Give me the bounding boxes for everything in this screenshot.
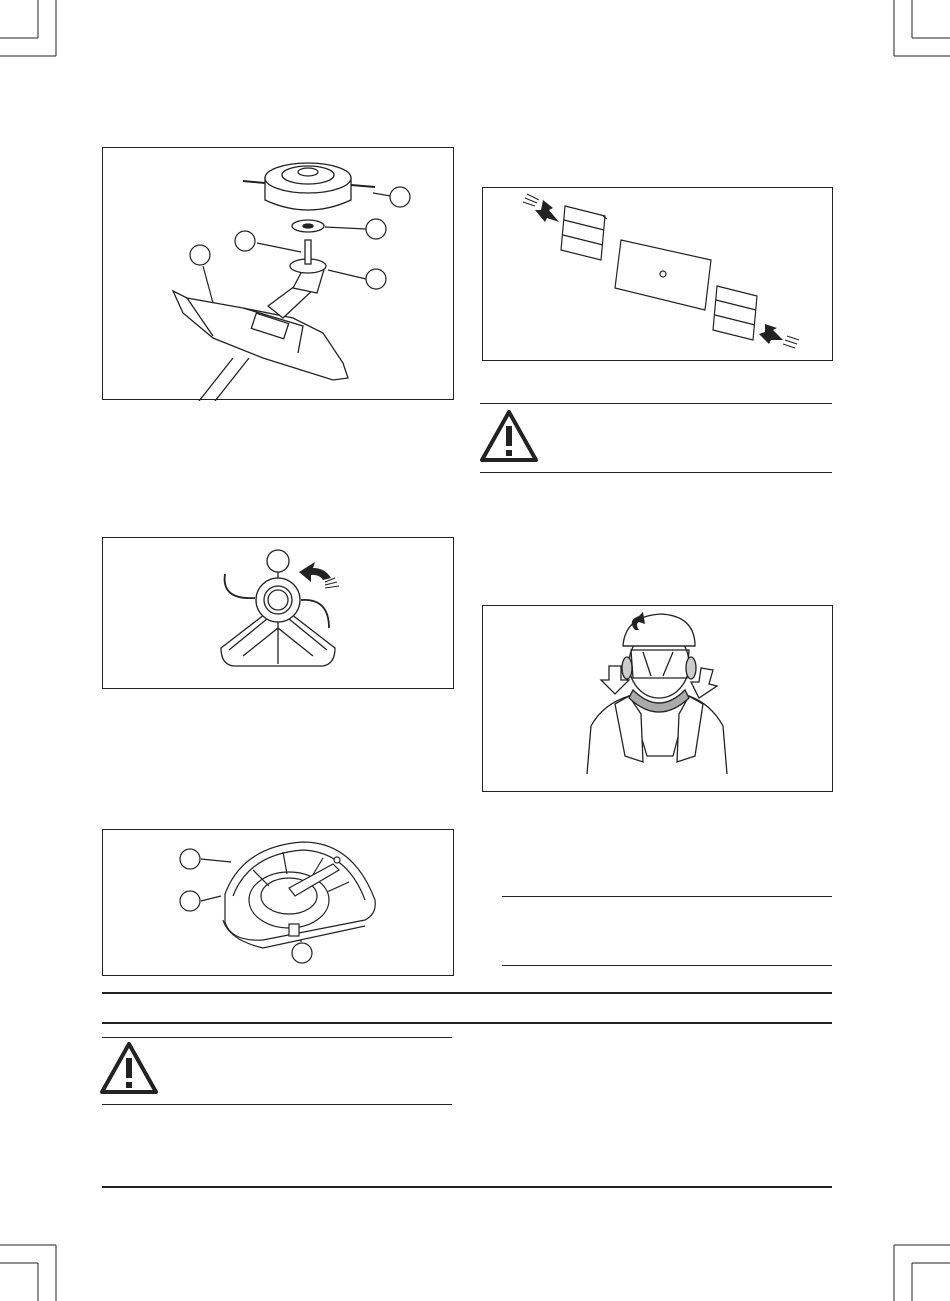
push-arrow-icon	[535, 200, 559, 222]
crop-mark-bottom-right	[890, 1241, 950, 1301]
note-rule-top	[502, 896, 832, 897]
callout-circle	[366, 269, 386, 289]
warning-triangle-icon	[100, 1042, 158, 1094]
callout-circle	[366, 219, 386, 239]
edge-guard-right	[713, 286, 757, 340]
warning-rule-bottom	[102, 1104, 452, 1105]
edge-guard-left	[561, 206, 605, 260]
warning-rule-bottom	[480, 472, 832, 473]
warning-triangle-icon	[480, 410, 538, 462]
figure-grass-guard-underside	[102, 829, 454, 976]
callout-circle	[190, 245, 210, 265]
crop-mark-bottom-left	[0, 1241, 60, 1301]
warning-rule-top	[480, 403, 832, 404]
rotation-arrow-icon	[299, 562, 339, 588]
callout-circle	[267, 550, 289, 572]
section-rule-heading	[102, 1022, 832, 1024]
section-rule-top	[102, 992, 832, 994]
figure-protective-equipment	[482, 605, 833, 792]
note-rule-bottom	[502, 965, 832, 966]
callout-circle	[292, 943, 312, 963]
callout-circle	[390, 187, 410, 207]
callout-circle	[180, 849, 200, 869]
crop-mark-top-right	[890, 0, 950, 60]
crop-mark-top-left	[0, 0, 60, 60]
grass-guard-shape	[173, 291, 348, 380]
warning-rule-top	[102, 1037, 452, 1038]
figure-trimmer-head-rotation	[102, 537, 454, 689]
callout-circle	[235, 231, 255, 251]
page-bottom-rule	[102, 1186, 832, 1188]
figure-blade-edge-guard	[482, 187, 833, 361]
push-arrow-icon	[759, 324, 783, 344]
callout-circle	[180, 891, 200, 911]
figure-trimmer-head-assembly	[102, 147, 454, 400]
